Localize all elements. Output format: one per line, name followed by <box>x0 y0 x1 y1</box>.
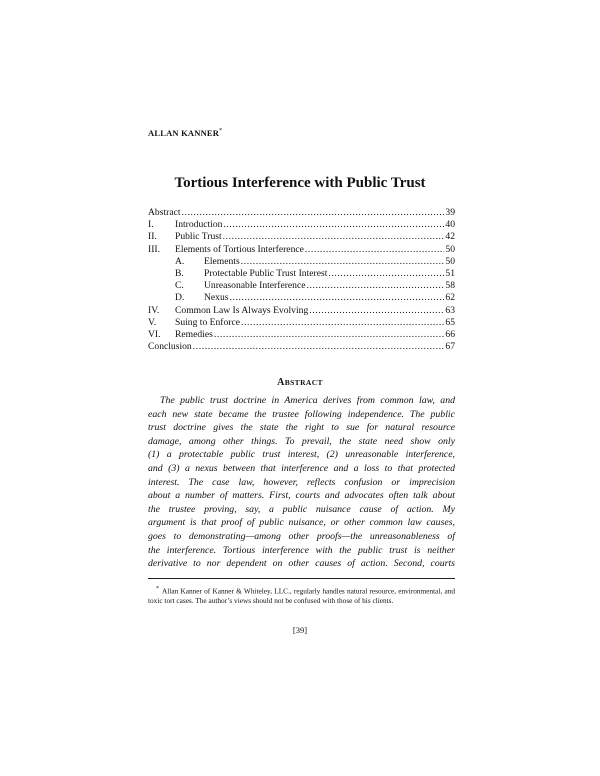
toc-entry-label: Common Law Is Always Evolving <box>175 304 309 316</box>
toc-entry-number: IV. <box>148 304 160 316</box>
toc-entry-page: 50 <box>445 243 455 255</box>
toc-entry-label: Remedies <box>175 328 213 340</box>
abstract-line: argument is that proof of public nuisance, or other common law causes, <box>148 517 455 529</box>
footnote-mark: * <box>156 586 159 592</box>
toc-entry-number: I. <box>148 219 154 231</box>
toc-entry[interactable] <box>148 268 455 280</box>
toc-entry-number: D. <box>175 292 185 304</box>
abstract-line: the trustee proving, say, a public nuisance cause of action. My <box>148 503 455 515</box>
toc-entry-label: Nexus <box>204 292 229 304</box>
abstract-line: and (3) a nexus between that interference and a loss to that protected <box>148 462 455 474</box>
abstract-line: The public trust doctrine in America derives from common law, and <box>160 395 455 406</box>
abstract-line: the interference. Tortious interference with the public trust is neither <box>148 544 455 556</box>
toc-entry-page: 66 <box>445 328 455 340</box>
toc-entry-page: 58 <box>445 280 455 292</box>
toc-entry[interactable] <box>148 317 455 329</box>
toc-leader-dots <box>223 231 445 243</box>
abstract-line: about a number of matters. First, courts and advocates often talk about <box>148 490 455 502</box>
toc-entry-number: V. <box>148 316 157 328</box>
abstract-heading-initial: A <box>277 377 285 388</box>
toc-entry-page: 42 <box>445 231 455 243</box>
page-number: [39] <box>292 625 308 635</box>
toc-leader-dots <box>182 207 445 219</box>
footnote <box>148 584 455 606</box>
table-of-contents <box>148 207 455 353</box>
abstract-heading <box>0 377 600 388</box>
toc-entry-label: Introduction <box>175 219 223 231</box>
abstract-line: derivative to nor dependent on other causes of action. Second, courts <box>148 558 455 570</box>
toc-entry-number: III. <box>148 243 160 255</box>
toc-entry-page: 67 <box>445 341 455 353</box>
author-footnote-mark[interactable]: * <box>219 128 223 135</box>
toc-entry[interactable] <box>148 329 455 341</box>
abstract-text <box>148 394 455 571</box>
abstract-line: (1) a protectable public trust interest, (2) unreasonable interference, <box>148 449 455 461</box>
toc-entry-label: Suing to Enforce <box>175 316 241 328</box>
abstract-line: damage, among other things. To prevail, the state need show only <box>148 435 455 447</box>
article-title: Tortious Interference with Public Trust <box>174 175 426 191</box>
toc-leader-dots <box>230 292 445 304</box>
toc-entry-page: 51 <box>445 267 455 279</box>
toc-entry-page: 39 <box>445 207 455 218</box>
abstract-line: goes to demonstrating—among other proofs—the unreasonableness of <box>148 530 455 542</box>
toc-entry[interactable] <box>148 341 455 353</box>
author-name: ALLAN KANNER <box>148 128 220 138</box>
toc-entry-label: Abstract <box>148 207 181 218</box>
toc-entry[interactable] <box>148 207 455 219</box>
toc-entry-label: Elements of Tortious Interference <box>175 243 304 255</box>
toc-entry-label: Protectable Public Trust Interest <box>204 267 328 279</box>
abstract-line: trust doctrine gives the state the right to sue for natural resource <box>148 422 455 434</box>
toc-entry[interactable] <box>148 305 455 317</box>
abstract-line: interest. The case law, however, reflects confusion or imprecision <box>148 476 455 488</box>
toc-leader-dots <box>223 219 444 231</box>
toc-leader-dots <box>241 256 445 268</box>
toc-entry-label: Unreasonable Interference <box>204 280 306 292</box>
toc-entry-label: Conclusion <box>148 341 192 353</box>
toc-entry-number: VI. <box>148 328 161 340</box>
abstract-line: each new state became the trustee following independence. The public <box>148 408 455 420</box>
toc-entry[interactable] <box>148 231 455 243</box>
toc-entry-number: A. <box>175 255 185 267</box>
toc-entry-number: C. <box>175 280 184 292</box>
toc-entry-page: 50 <box>445 255 455 267</box>
toc-leader-dots <box>241 317 444 329</box>
toc-entry[interactable] <box>148 244 455 256</box>
abstract-heading-rest: BSTRACT <box>284 378 323 387</box>
toc-entry-page: 65 <box>445 316 455 328</box>
toc-leader-dots <box>306 280 444 292</box>
toc-leader-dots <box>328 268 444 280</box>
toc-leader-dots <box>193 341 445 353</box>
toc-leader-dots <box>305 244 445 256</box>
running-header-author <box>148 128 222 138</box>
toc-entry-label: Public Trust <box>175 231 222 243</box>
toc-entry[interactable] <box>148 292 455 304</box>
toc-entry-page: 62 <box>445 292 455 304</box>
toc-entry[interactable] <box>148 219 455 231</box>
toc-entry-label: Elements <box>204 255 240 267</box>
toc-entry-page: 63 <box>445 304 455 316</box>
toc-entry[interactable] <box>148 280 455 292</box>
footnote-divider <box>148 578 455 579</box>
toc-entry-number: II. <box>148 231 157 243</box>
toc-entry-page: 40 <box>445 219 455 231</box>
toc-entry[interactable] <box>148 256 455 268</box>
footnote-text: Allan Kanner of Kanner & Whiteley, LLC., regularly handles natural resource, environmental, and toxic tort cases. The author’s views should not be confused with those of his clients. <box>148 586 455 606</box>
toc-entry-number: B. <box>175 267 184 279</box>
toc-leader-dots <box>309 305 444 317</box>
toc-leader-dots <box>214 329 445 341</box>
